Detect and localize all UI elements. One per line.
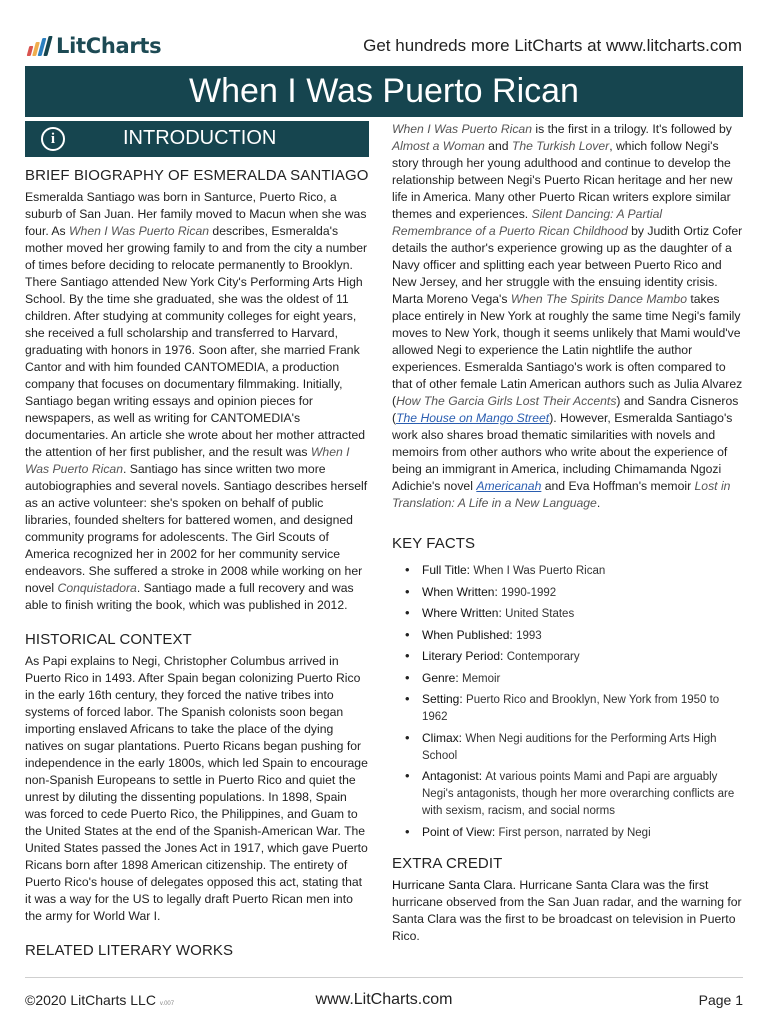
bio-heading: BRIEF BIOGRAPHY OF ESMERALDA SANTIAGO	[25, 167, 369, 184]
title-bar	[25, 66, 743, 117]
book-title: When I Was Puerto Rican	[189, 72, 579, 110]
introduction-label: INTRODUCTION	[123, 127, 277, 149]
list-item: • Setting: Puerto Rico and Brooklyn, New York from 1950 to 1962	[392, 691, 744, 725]
extra-credit-heading: EXTRA CREDIT	[392, 854, 503, 872]
logo-text: LitCharts	[56, 34, 162, 58]
litcharts-logo[interactable]	[28, 34, 161, 58]
promo-text: Get hundreds more LitCharts at www.litcharts.com	[363, 36, 742, 55]
list-item: • Literary Period: Contemporary	[392, 648, 744, 665]
extra-credit-paragraph: Hurricane Santa Clara. Hurricane Santa Clara was the first hurricane observed from the San Juan radar, and the warning for Santa Clara was the first to be broadcast on television in Puerto Rico.	[392, 877, 742, 943]
footer-url[interactable]: www.LitCharts.com	[315, 991, 453, 1008]
right-column	[392, 121, 744, 945]
footer-copyright: ©2020 LitCharts LLC v.007	[25, 992, 175, 1008]
list-item: • Antagonist: At various points Mami and Papi are arguably Negi's antagonists, though her more overarching conflicts are with sexism, racism, and social norms	[392, 768, 744, 819]
list-item: • When Written: 1990-1992	[392, 584, 744, 601]
related-heading: RELATED LITERARY WORKS	[25, 942, 234, 959]
mango-street-link[interactable]: The House on Mango Street	[396, 411, 550, 425]
list-item: • Genre: Memoir	[392, 670, 744, 687]
list-item: • Climax: When Negi auditions for the Performing Arts High School	[392, 730, 744, 764]
info-icon: i	[41, 127, 65, 151]
americanah-link[interactable]: Americanah	[476, 479, 542, 493]
list-item: • Point of View: First person, narrated by Negi	[392, 824, 744, 841]
bio-paragraph: Esmeralda Santiago was born in Santurce, Puerto Rico, a suburb of San Juan. Her family moved to Macun when she was four. As When I Was Puerto Rican describes, Esmeralda's mother moved her growing family to and from the city a number of times before deciding to relocate permanently to Brooklyn. There Santiago attended New York City's Performing Arts High School. By the time she graduated, she was the oldest of 11 children. After studying at community colleges for eight years, she received a full scholarship and transferred to Harvard, graduating with honors in 1976. Soon after, she married Frank Cantor and with him founded CANTOMEDIA, a production company that focuses on documentary filmmaking. Initially, Santiago began writing essays and opinion pieces for newspapers, as well as writing for CANTOMEDIA's documentaries. An article she wrote about her mother attracted the attention of her first publisher, and the result was When I Was Puerto Rican. Santiago has since written two more autobiographies and several novels. Santiago describes herself as an active volunteer: she's spoken on behalf of public libraries, founded shelters for battered women, and designed community programs for adolescents. The Girl Scouts of America recognized her in 2002 for her community service endeavors. She suffered a stroke in 2008 while working on her novel Conquistadora. Santiago made a full recovery and was able to finish writing the book, which was published in 2012.	[25, 190, 368, 612]
historical-heading: HISTORICAL CONTEXT	[25, 631, 192, 648]
page-header	[0, 0, 768, 62]
footer-divider	[25, 977, 743, 978]
related-paragraph: When I Was Puerto Rican is the first in a trilogy. It's followed by Almost a Woman and The Turkish Lover, which follow Negi's story through her young adulthood and continue to develop the relationship between Negi's Puerto Rican heritage and her new life in America. Many other Puerto Rican writers explore similar themes and experiences. Silent Dancing: A Partial Remembrance of a Puerto Rican Childhood by Judith Ortiz Cofer details the author's experience growing up as the daughter of a Navy officer and splitting each year between Puerto Rico and New Jersey, and her struggle with the ensuing identity crisis. Marta Moreno Vega's When The Spirits Dance Mambo takes place entirely in New York at roughly the same time Negi's family moves to New York, though it seems unlikely that Mami would've allowed Negi to experience the Latin nightlife the author experiences. Esmeralda Santiago's work is often compared to that of other female Latin American authors such as Julia Alvarez (How The Garcia Girls Lost Their Accents) and Sandra Cisneros (The House on Mango Street). However, Esmeralda Santiago's work also shares broad thematic similarities with novels and memoirs from other authors who write about the experience of being an immigrant in America, including Chimamanda Ngozi Adichie's novel Americanah and Eva Hoffman's memoir Lost in Translation: A Life in a New Language.	[392, 122, 743, 510]
version-label: v.007	[159, 1001, 175, 1007]
list-item: • Full Title: When I Was Puerto Rican	[392, 562, 744, 579]
list-item: • When Published: 1993	[392, 627, 744, 644]
logo-bars-icon	[28, 36, 50, 56]
page-number: Page 1	[698, 992, 743, 1008]
key-facts-list	[392, 562, 744, 841]
historical-paragraph: As Papi explains to Negi, Christopher Columbus arrived in Puerto Rico in 1493. After Spain began colonizing Puerto Rico in the early 16th century, they forced the native tribes into systems of forced labor. The Spanish colonists soon began importing enslaved Africans to take the place of the dying natives on sugar plantations. Puerto Ricans began pushing for independence in the early 1800s, which led Spain to encourage non-Spanish Europeans to settle in Puerto Rico and quiet the unrest by diluting the dissenting populations. In 1898, Spain was forced to cede Puerto Rico, the Philippines, and Guam to the United States at the end of the Spanish-American War. The United States passed the Jones Act in 1917, which gave Puerto Ricans born after 1898 American citizenship. The entirety of Puerto Rico's house of delegates opposed this act, stating that it was a way for the US to legally draft Puerto Rican men into the army for World War I.	[25, 654, 368, 923]
key-facts-heading: KEY FACTS	[392, 535, 476, 552]
introduction-banner	[25, 121, 369, 157]
list-item: • Where Written: United States	[392, 605, 744, 622]
left-column	[25, 121, 369, 959]
